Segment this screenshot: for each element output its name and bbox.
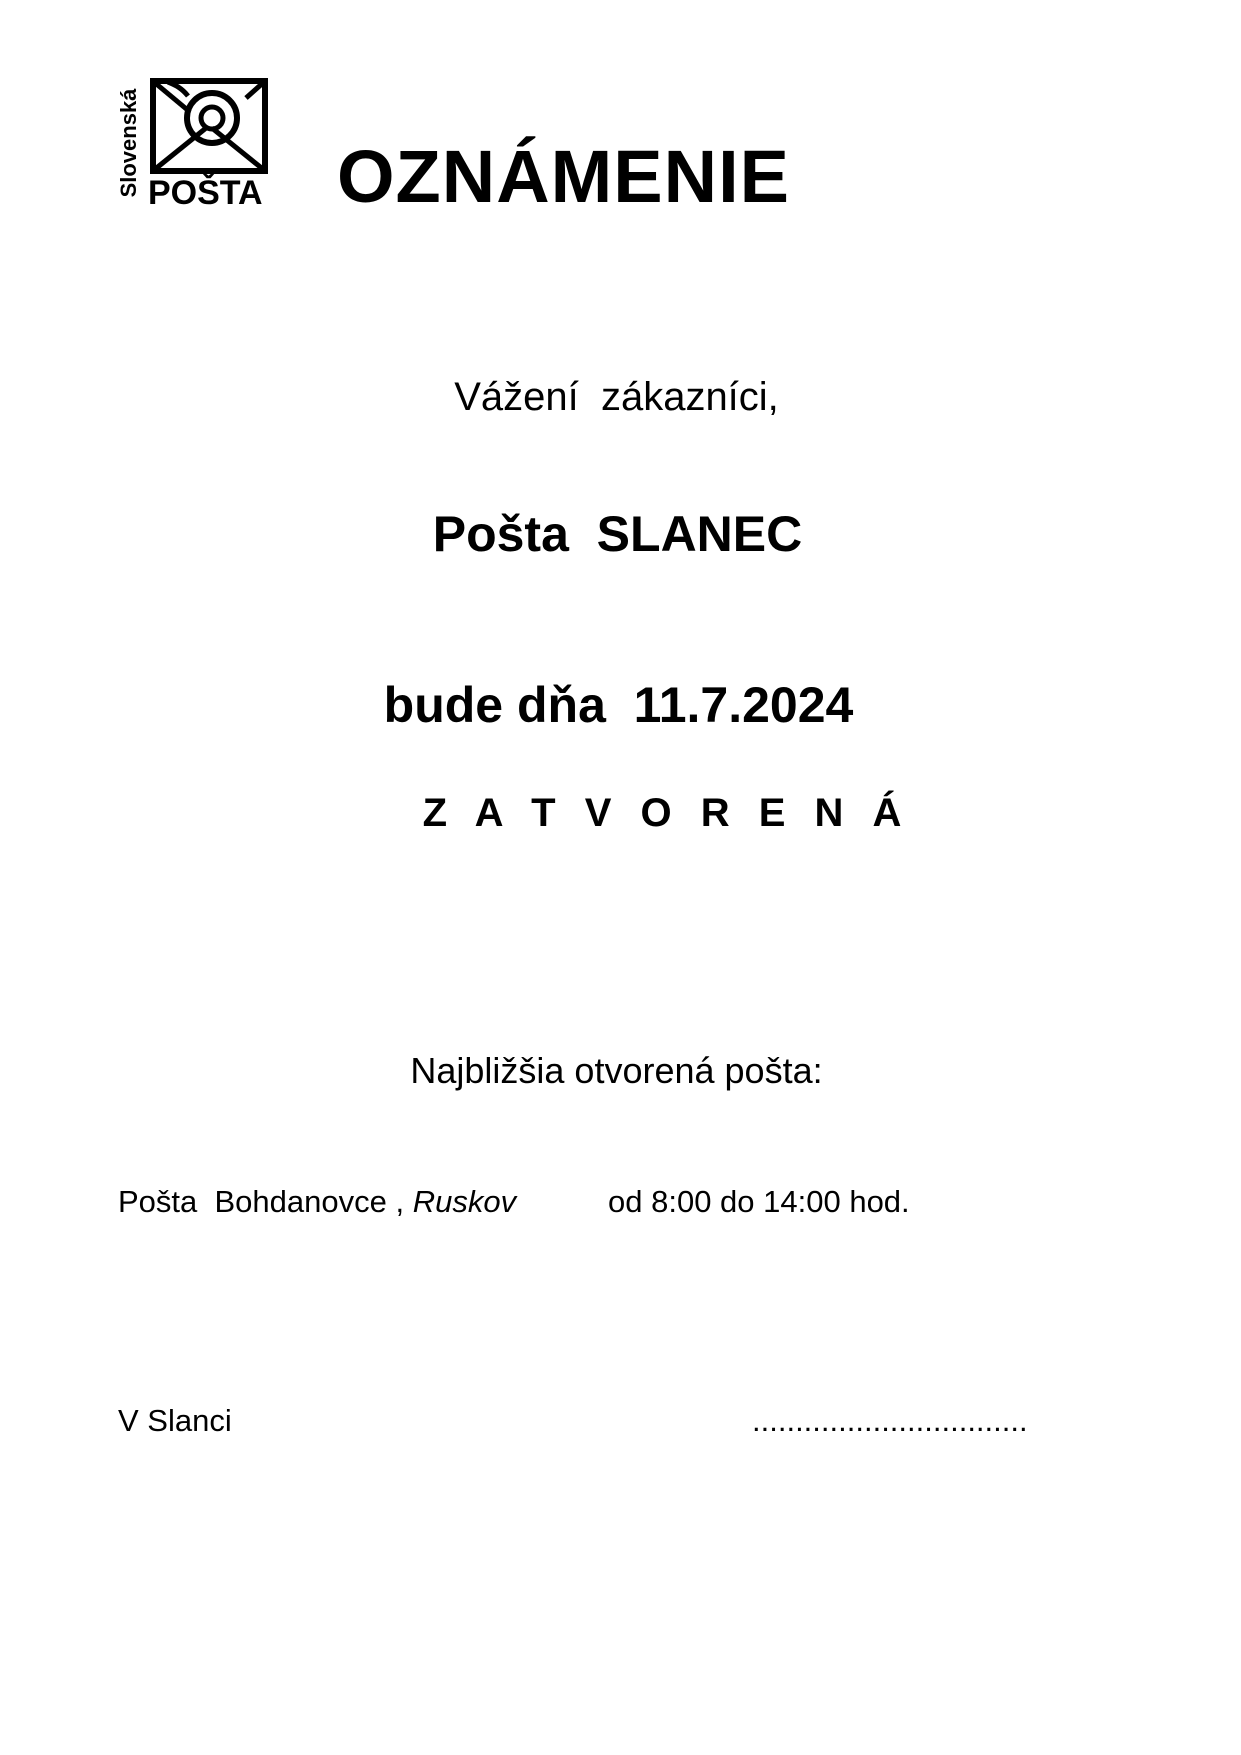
alternative-office-name: Pošta Bohdanovce , <box>118 1184 413 1219</box>
slovenska-posta-logo <box>116 76 276 210</box>
place-name: V Slanci <box>118 1403 232 1438</box>
closure-date: bude dňa 11.7.2024 <box>383 677 854 733</box>
greeting: Vážení zákazníci, <box>454 375 779 419</box>
posthorn-envelope-icon <box>150 78 268 174</box>
closed-status: Z A T V O R E N Á <box>422 791 911 835</box>
page-title: OZNÁMENIE <box>337 135 790 218</box>
nearest-office-label: Najbližšia otvorená pošta: <box>410 1050 823 1091</box>
signature-line: ................................ <box>752 1403 1028 1438</box>
logo-brand-text: POŠTA <box>148 174 263 212</box>
office-name: Pošta SLANEC <box>432 506 803 562</box>
logo-vertical-text: Slovenská <box>116 88 141 198</box>
alternative-office-italic: Ruskov <box>412 1184 517 1219</box>
alternative-office-line <box>118 1184 910 1219</box>
alternative-office-hours: od 8:00 do 14:00 hod. <box>608 1184 910 1219</box>
